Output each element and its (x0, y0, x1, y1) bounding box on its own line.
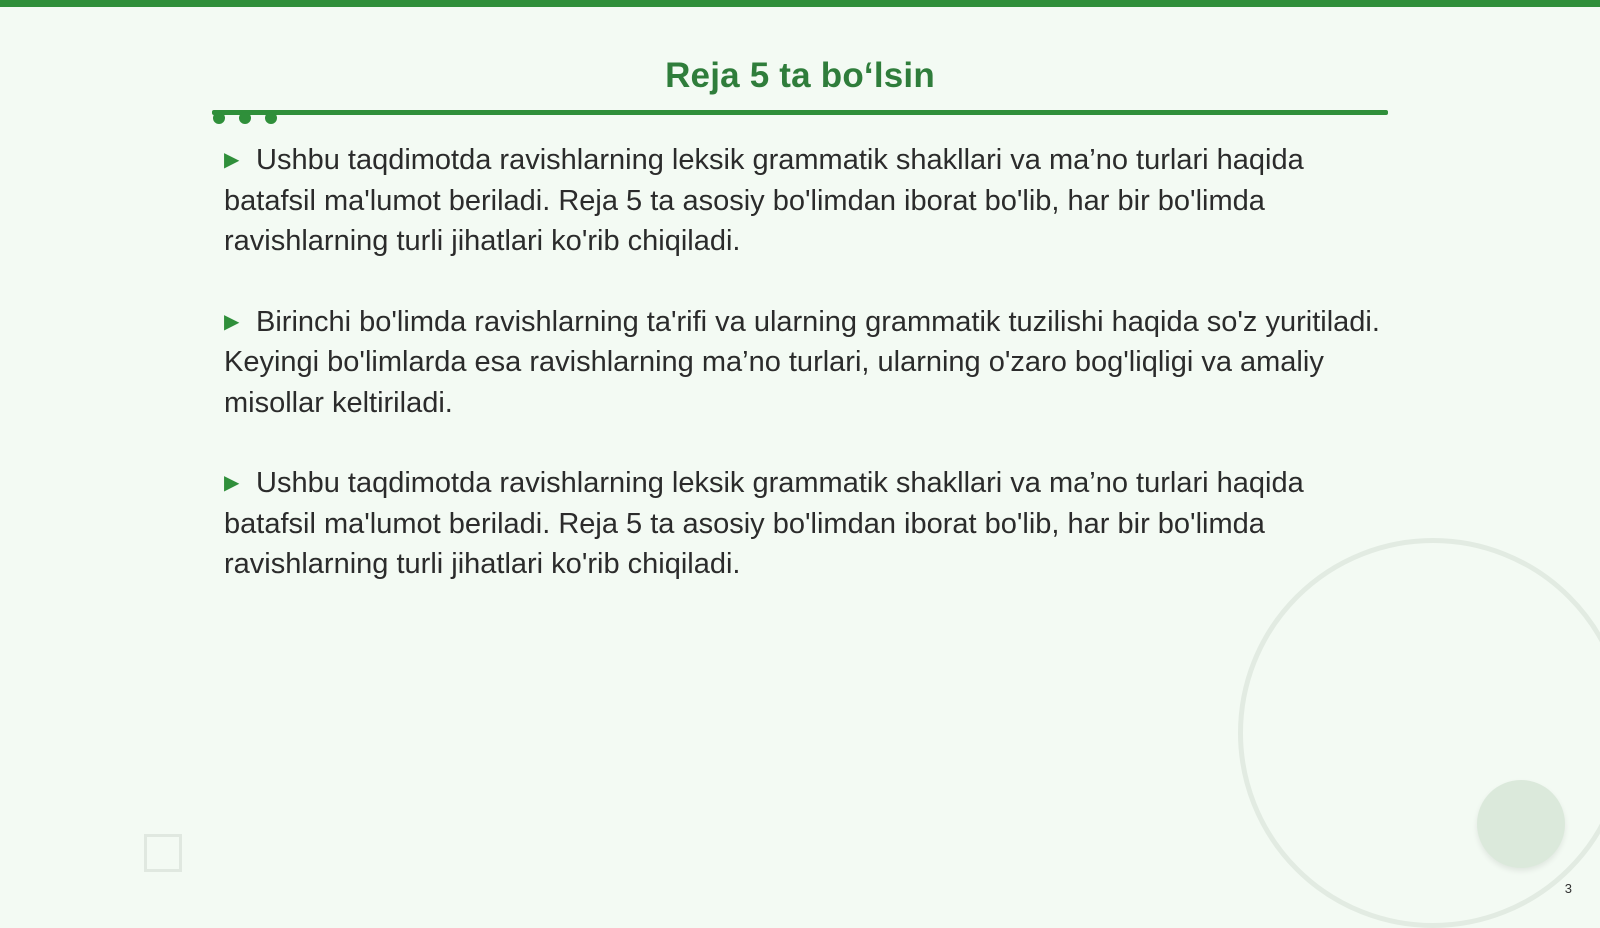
slide-title: Reja 5 ta bo‘lsin (665, 56, 935, 95)
bullet-paragraph (224, 140, 1384, 262)
decor-dot (265, 112, 277, 124)
triangle-right-icon: ▶ (224, 310, 240, 333)
slide-body (224, 140, 1384, 625)
decor-circle-filled (1477, 780, 1565, 868)
top-accent-bar (0, 0, 1600, 7)
decor-dot (213, 112, 225, 124)
triangle-right-icon: ▶ (224, 149, 240, 171)
page-number: 3 (1564, 881, 1572, 896)
paragraph-text: Ushbu taqdimotda ravishlarning leksik grammatik shakllari va ma’no turlari haqida batafsil ma'lumot beriladi. Reja 5 ta asosiy bo'limdan iborat bo'lib, har bir bo'limda ravishlarning turli jihatlari ko'rib chiqiladi. (224, 467, 1304, 580)
paragraph-text: Ushbu taqdimotda ravishlarning leksik grammatik shakllari va ma’no turlari haqida batafsil ma'lumot beriladi. Reja 5 ta asosiy bo'limdan iborat bo'lib, har bir bo'limda ravishlarning turli jihatlari ko'rib chiqiladi. (224, 144, 1304, 257)
bullet-paragraph (224, 302, 1384, 424)
decor-dot (239, 112, 251, 124)
decor-circle-outline (1238, 538, 1600, 928)
decor-square-outline (144, 834, 182, 872)
paragraph-text: Birinchi bo'limda ravishlarning ta'rifi va ularning grammatik tuzilishi haqida so'z yuritiladi. Keyingi bo'limlarda esa ravishlarning ma’no turlari, ularning o'zaro bog'liqligi va amaliy misollar keltiriladi. (224, 305, 1380, 419)
triangle-right-icon: ▶ (224, 472, 240, 494)
title-underline (212, 110, 1388, 115)
bullet-paragraph (224, 463, 1384, 585)
